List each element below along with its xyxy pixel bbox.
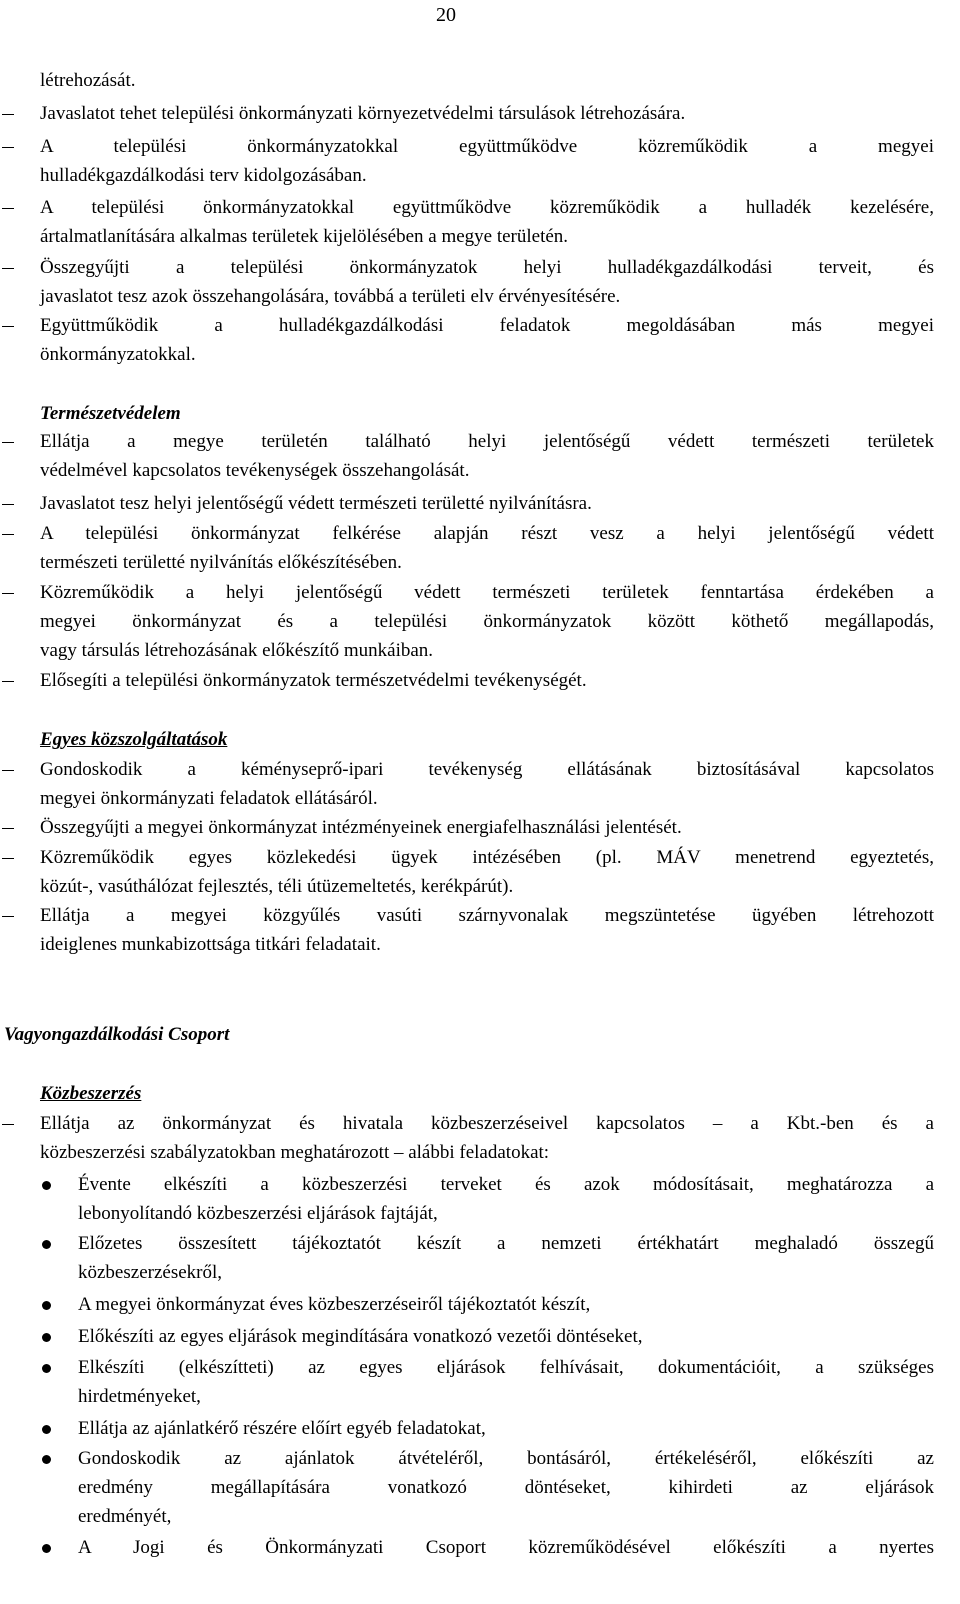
dash-bullet-icon bbox=[2, 770, 14, 771]
list-item-line: vagy társulás létrehozásának előkészítő munkáiban. bbox=[40, 640, 434, 661]
round-bullet-icon bbox=[42, 1240, 51, 1249]
list-item-line: megyei önkormányzat és a települési önkormányzatok között köthető megállapodás, bbox=[40, 611, 934, 632]
section-heading: Természetvédelem bbox=[40, 403, 181, 424]
list-item-line: Ellátja a megye területén található helyi jelentőségű védett természeti területek bbox=[40, 431, 934, 452]
round-bullet-icon bbox=[42, 1364, 51, 1373]
bullet-item-line: Előzetes összesített tájékoztatót készít a nemzeti értékhatárt meghaladó összegű bbox=[78, 1233, 934, 1254]
list-item-line: Ellátja a megyei közgyűlés vasúti szárnyvonalak megszüntetése ügyében létrehozott bbox=[40, 905, 934, 926]
list-item-line: Elősegíti a települési önkormányzatok természetvédelmi tevékenységét. bbox=[40, 670, 587, 691]
bullet-item-line: eredmény megállapítására vonatkozó döntéseket, kihirdeti az eljárások bbox=[78, 1477, 934, 1498]
dash-bullet-icon bbox=[2, 326, 14, 327]
dash-bullet-icon bbox=[2, 828, 14, 829]
list-item-line: ártalmatlanítására alkalmas területek kijelölésében a megye területén. bbox=[40, 226, 569, 247]
list-item-line: védelmével kapcsolatos tevékenységek összehangolását. bbox=[40, 460, 470, 481]
dash-bullet-icon bbox=[2, 681, 14, 682]
dash-bullet-icon bbox=[2, 534, 14, 535]
bullet-item-line: közbeszerzésekről, bbox=[78, 1262, 223, 1283]
round-bullet-icon bbox=[42, 1181, 51, 1190]
bullet-item-line: Évente elkészíti a közbeszerzési terveket és azok módosításait, meghatározza a bbox=[78, 1174, 934, 1195]
bullet-item-line: A megyei önkormányzat éves közbeszerzéseiről tájékoztatót készít, bbox=[78, 1294, 591, 1315]
list-item-line: A települési önkormányzat felkérése alapján részt vesz a helyi jelentőségű védett bbox=[40, 523, 934, 544]
bullet-item-line: A Jogi és Önkormányzati Csoport közreműködésével előkészíti a nyertes bbox=[78, 1537, 934, 1558]
dash-bullet-icon bbox=[2, 208, 14, 209]
round-bullet-icon bbox=[42, 1425, 51, 1434]
list-item-line: önkormányzatokkal. bbox=[40, 344, 196, 365]
list-item-line: A települési önkormányzatokkal együttműködve közreműködik a megyei bbox=[40, 136, 934, 157]
section-heading: Közbeszerzés bbox=[40, 1083, 142, 1104]
bullet-item-line: eredményét, bbox=[78, 1506, 172, 1527]
bullet-item-line: lebonyolítandó közbeszerzési eljárások fajtáját, bbox=[78, 1203, 438, 1224]
round-bullet-icon bbox=[42, 1544, 51, 1553]
page-number: 20 bbox=[436, 4, 456, 26]
bullet-item-line: Ellátja az ajánlatkérő részére előírt egyéb feladatokat, bbox=[78, 1418, 486, 1439]
intro-line: közbeszerzési szabályzatokban meghatározott – alábbi feladatokat: bbox=[40, 1142, 550, 1163]
list-item-line: Gondoskodik a kéményseprő-ipari tevékenység ellátásának biztosításával kapcsolatos bbox=[40, 759, 934, 780]
round-bullet-icon bbox=[42, 1333, 51, 1342]
list-item-line: közút-, vasúthálózat fejlesztés, téli útüzemeltetés, kerékpárút). bbox=[40, 876, 514, 897]
intro-line: Ellátja az önkormányzat és hivatala közbeszerzéseivel kapcsolatos – a Kbt.-ben és a bbox=[40, 1113, 934, 1134]
bullet-item-line: Gondoskodik az ajánlatok átvételéről, bontásáról, értékeléséről, előkészíti az bbox=[78, 1448, 934, 1469]
dash-bullet-icon bbox=[2, 858, 14, 859]
list-item-line: javaslatot tesz azok összehangolására, továbbá a területi elv érvényesítésére. bbox=[40, 286, 621, 307]
dash-bullet-icon bbox=[2, 916, 14, 917]
group-title: Vagyongazdálkodási Csoport bbox=[4, 1024, 230, 1045]
list-item-line: Javaslatot tehet települési önkormányzati környezetvédelmi társulások létrehozására. bbox=[40, 103, 686, 124]
dash-bullet-icon bbox=[2, 593, 14, 594]
dash-bullet-icon bbox=[2, 504, 14, 505]
continuation-line: létrehozását. bbox=[40, 70, 136, 91]
list-item-line: Közreműködik egyes közlekedési ügyek intézésében (pl. MÁV menetrend egyeztetés, bbox=[40, 847, 934, 868]
list-item-line: hulladékgazdálkodási terv kidolgozásában. bbox=[40, 165, 367, 186]
dash-bullet-icon bbox=[2, 268, 14, 269]
list-item-line: Javaslatot tesz helyi jelentőségű védett természeti területté nyilvánításra. bbox=[40, 493, 592, 514]
section-heading: Egyes közszolgáltatások bbox=[40, 729, 228, 750]
list-item-line: természeti területté nyilvánítás előkészítésében. bbox=[40, 552, 402, 573]
list-item-line: Összegyűjti a megyei önkormányzat intézményeinek energiafelhasználási jelentését. bbox=[40, 817, 682, 838]
dash-bullet-icon bbox=[2, 114, 14, 115]
list-item-line: Összegyűjti a települési önkormányzatok helyi hulladékgazdálkodási terveit, és bbox=[40, 257, 934, 278]
round-bullet-icon bbox=[42, 1301, 51, 1310]
bullet-item-line: Elkészíti (elkészítteti) az egyes eljárások felhívásait, dokumentációit, a szükséges bbox=[78, 1357, 934, 1378]
dash-bullet-icon bbox=[2, 442, 14, 443]
list-item-line: Együttműködik a hulladékgazdálkodási feladatok megoldásában más megyei bbox=[40, 315, 934, 336]
dash-bullet-icon bbox=[2, 147, 14, 148]
dash-bullet-icon bbox=[2, 1124, 14, 1125]
list-item-line: A települési önkormányzatokkal együttműködve közreműködik a hulladék kezelésére, bbox=[40, 197, 934, 218]
bullet-item-line: Előkészíti az egyes eljárások megindítására vonatkozó vezetői döntéseket, bbox=[78, 1326, 643, 1347]
list-item-line: ideiglenes munkabizottsága titkári feladatait. bbox=[40, 934, 381, 955]
bullet-item-line: hirdetményeket, bbox=[78, 1386, 201, 1407]
list-item-line: Közreműködik a helyi jelentőségű védett természeti területek fenntartása érdekében a bbox=[40, 582, 934, 603]
round-bullet-icon bbox=[42, 1455, 51, 1464]
list-item-line: megyei önkormányzati feladatok ellátásáról. bbox=[40, 788, 378, 809]
